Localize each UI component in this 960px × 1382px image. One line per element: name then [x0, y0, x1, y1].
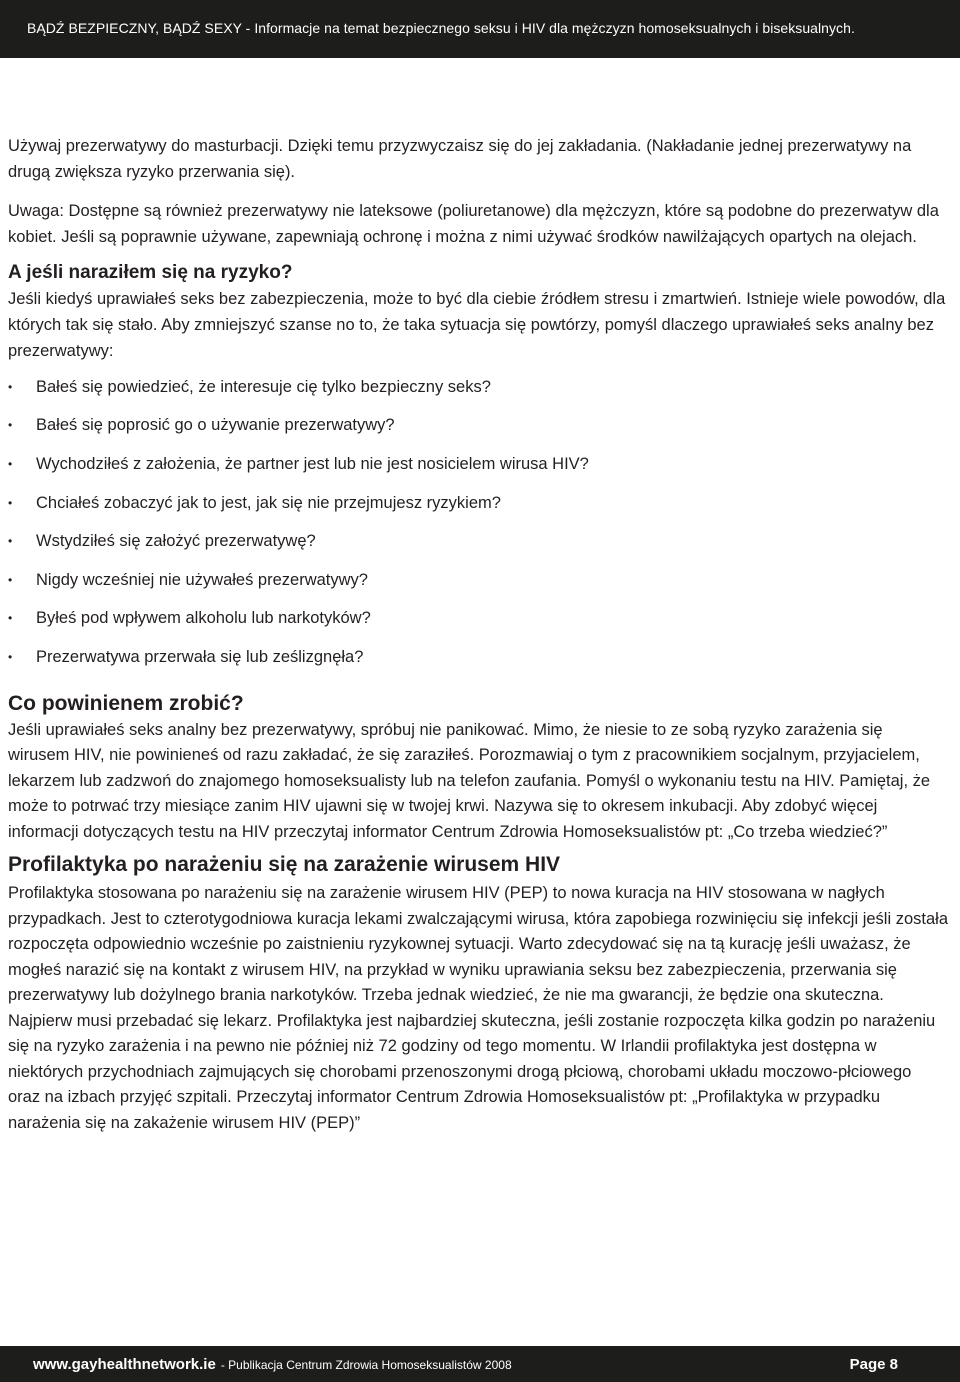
list-item	[8, 493, 948, 532]
reasons-list	[8, 377, 948, 686]
list-item	[8, 647, 948, 686]
list-item-text: Chciałeś zobaczyć jak to jest, jak się nie przejmujesz ryzykiem?	[36, 493, 501, 512]
intro-paragraph-2: Uwaga: Dostępne są również prezerwatywy nie lateksowe (poliuretanowe) dla mężczyzn, które są podobne do prezerwatyw dla kobiet. Jeśli są poprawnie używane, zapewniają ochronę i można z nimi używać środków nawilżających opartych na olejach.	[8, 201, 939, 247]
header-bar	[0, 0, 960, 58]
bullet-icon: •	[8, 457, 13, 472]
bullet-icon: •	[8, 572, 13, 587]
bullet-icon: •	[8, 534, 13, 549]
list-item	[8, 415, 948, 454]
risk-paragraph: Jeśli kiedyś uprawiałeś seks bez zabezpieczenia, może to być dla ciebie źródłem stresu i zmartwień. Istnieje wiele powodów, dla których tak się stało. Aby zmniejszyć szanse no to, że taka sytuacja się powtórzy, pomyśl dlaczego uprawiałeś seks analny bez prezerwatywy:	[8, 289, 946, 361]
document-body	[8, 133, 948, 1136]
todo-heading: Co powinienem zrobić?	[8, 691, 244, 715]
list-item-text: Wstydziłeś się założyć prezerwatywę?	[36, 532, 316, 551]
footer-line	[33, 1356, 512, 1373]
header-title: BĄDŹ BEZPIECZNY, BĄDŹ SEXY - Informacje na temat bezpiecznego seksu i HIV dla mężczyzn homoseksualnych i biseksualnych.	[27, 20, 855, 36]
list-item-text: Wychodziłeś z założenia, że partner jest lub nie jest nosicielem wirusa HIV?	[36, 455, 589, 474]
intro-paragraph-1: Używaj prezerwatywy do masturbacji. Dzięki temu przyzwyczaisz się do jej zakładania. (Nakładanie jednej prezerwatywy na drugą zwiększa ryzyko przerwania się).	[8, 137, 912, 182]
list-item	[8, 608, 948, 647]
bullet-icon: •	[8, 418, 13, 433]
list-item-text: Prezerwatywa przerwała się lub ześlizgnęła?	[36, 648, 364, 666]
bullet-icon: •	[8, 611, 13, 626]
page-number: Page 8	[849, 1356, 898, 1373]
pep-heading: Profilaktyka po narażeniu się na zarażenie wirusem HIV	[8, 853, 561, 877]
list-item	[8, 570, 948, 609]
list-item	[8, 531, 948, 570]
bullet-icon: •	[8, 650, 13, 664]
list-item	[8, 454, 948, 493]
footer-publication: - Publikacja Centrum Zdrowia Homoseksualistów 2008	[220, 1358, 512, 1372]
list-item-text: Nigdy wcześniej nie używałeś prezerwatywy?	[36, 570, 368, 589]
list-item	[8, 377, 948, 416]
pep-paragraph: Profilaktyka stosowana po narażeniu się na zarażenie wirusem HIV (PEP) to nowa kuracja na HIV stosowana w nagłych przypadkach. Jest to czterotygodniowa kuracja lekami zwalczającymi wirusa, która zapobiega rozwinięciu się infekcji jeśli została rozpoczęta odpowiednio wcześnie po zaistnieniu ryzykownej sytuacji. Warto zdecydować się na tą kurację jeśli uważasz, że mogłeś narazić się na kontakt z wirusem HIV, na przykład w wyniku uprawiania seksu bez zabezpieczenia, przerwania się prezerwatywy lub dożylnego brania narkotyków. Trzeba jednak wiedzieć, że nie ma gwarancji, że będzie ona skuteczna. Najpierw musi przebadać się lekarz. Profilaktyka jest najbardziej skuteczna, jeśli zostanie rozpoczęta kilka godzin po narażeniu się na ryzyko zarażenia i na pewno nie później niż 72 godziny od tego momentu. W Irlandii profilaktyka jest dostępna w niektórych przychodniach zajmujących się chorobami przenoszonymi drogą płciową, chorobami układu moczowo-płciowego oraz na izbach przyjęć szpitali. Przeczytaj informator Centrum Zdrowia Homoseksualistów pt: „Profilaktyka w przypadku narażenia się na zakażenie wirusem HIV (PEP)”	[8, 884, 948, 1132]
bullet-icon: •	[8, 495, 13, 510]
risk-heading: A jeśli naraziłem się na ryzyko?	[8, 261, 293, 283]
list-item-text: Bałeś się powiedzieć, że interesuje cię tylko bezpieczny seks?	[36, 377, 491, 396]
list-item-text: Bałeś się poprosić go o używanie prezerwatywy?	[36, 416, 395, 435]
footer-bar	[0, 1346, 960, 1382]
bullet-icon: •	[8, 379, 13, 394]
todo-paragraph: Jeśli uprawiałeś seks analny bez prezerwatywy, spróbuj nie panikować. Mimo, że niesie to ze sobą ryzyko zarażenia się wirusem HIV, nie powinieneś od razu zakładać, że się zaraziłeś. Porozmawiaj o tym z pracownikiem socjalnym, przyjacielem, lekarzem lub zadzwoń do znajomego homoseksualisty lub na telefon zaufania. Pomyśl o wykonaniu testu na HIV. Pamiętaj, że może to potrwać trzy miesiące zanim HIV ujawni się w twojej krwi. Nazywa się to okresem inkubacji. Aby zdobyć więcej informacji dotyczących testu na HIV przeczytaj informator Centrum Zdrowia Homoseksualistów pt: „Co trzeba wiedzieć?”	[8, 720, 931, 841]
list-item-text: Byłeś pod wpływem alkoholu lub narkotyków?	[36, 609, 371, 628]
footer-url-link[interactable]: www.gayhealthnetwork.ie	[33, 1356, 216, 1373]
